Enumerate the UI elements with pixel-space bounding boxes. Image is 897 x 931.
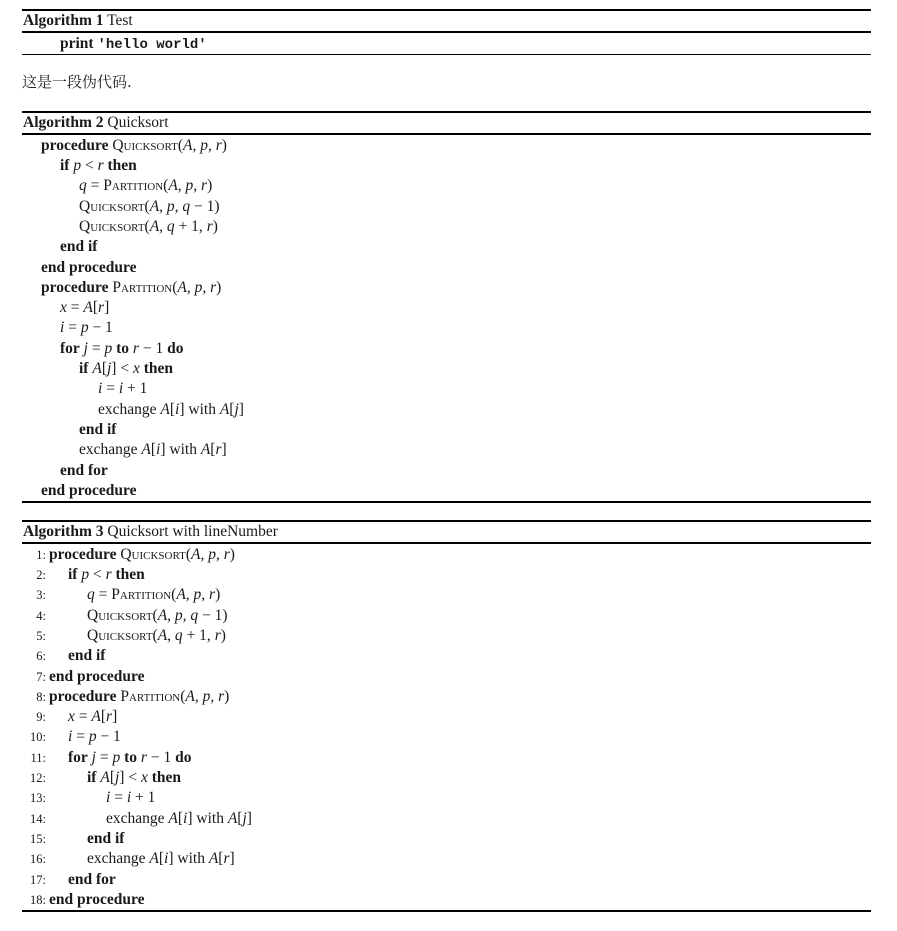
code-text: procedure Quicksort(A, p, r) xyxy=(49,545,235,563)
code-line xyxy=(22,829,871,849)
line-number: 9: xyxy=(36,710,46,725)
algorithm-2 xyxy=(22,111,871,503)
code-text: i = p − 1 xyxy=(60,319,113,337)
code-line xyxy=(22,585,871,605)
code-text: print 'hello world' xyxy=(60,34,207,53)
code-text: end if xyxy=(68,647,106,665)
code-text: i = i + 1 xyxy=(106,789,156,807)
code-text: exchange A[i] with A[r] xyxy=(79,441,227,459)
code-line xyxy=(22,237,871,257)
code-line xyxy=(22,359,871,379)
code-line xyxy=(22,768,871,788)
code-line xyxy=(22,788,871,808)
line-number: 3: xyxy=(36,588,46,603)
code-line xyxy=(22,298,871,318)
code-line xyxy=(22,217,871,237)
algorithm-caption xyxy=(22,522,871,542)
line-number: 2: xyxy=(36,568,46,583)
code-text: Quicksort(A, q + 1, r) xyxy=(79,217,218,235)
algorithm-body xyxy=(22,135,871,501)
line-number: 1: xyxy=(36,547,46,562)
code-text: if p < r then xyxy=(68,566,145,584)
code-text: end if xyxy=(87,829,125,847)
algorithm-body xyxy=(22,544,871,910)
line-number: 7: xyxy=(36,669,46,684)
code-text: exchange A[i] with A[r] xyxy=(87,850,235,868)
code-line xyxy=(22,379,871,399)
algorithm-1 xyxy=(22,9,871,55)
line-number: 4: xyxy=(36,608,46,623)
code-line xyxy=(22,606,871,626)
algorithm-label: Algorithm 1 xyxy=(23,12,104,30)
algorithm-title: Quicksort with lineNumber xyxy=(107,523,278,541)
bottom-rule xyxy=(22,501,871,502)
code-line xyxy=(22,646,871,666)
code-line xyxy=(22,440,871,460)
code-line xyxy=(22,461,871,481)
code-text: i = i + 1 xyxy=(98,380,148,398)
code-line xyxy=(22,258,871,278)
line-number: 6: xyxy=(36,649,46,664)
paragraph-text: 这是一段伪代码. xyxy=(22,73,132,91)
algorithm-body xyxy=(22,33,871,54)
code-line xyxy=(22,339,871,359)
algorithm-label: Algorithm 2 xyxy=(23,114,104,132)
code-text: procedure Quicksort(A, p, r) xyxy=(41,136,227,154)
code-line xyxy=(22,849,871,869)
code-line xyxy=(22,890,871,910)
algorithm-title: Quicksort xyxy=(107,114,169,132)
code-line xyxy=(22,870,871,890)
code-line xyxy=(22,727,871,747)
code-text: q = Partition(A, p, r) xyxy=(87,586,221,604)
code-text: end procedure xyxy=(41,481,137,499)
code-text: end procedure xyxy=(49,890,145,908)
code-text: procedure Partition(A, p, r) xyxy=(41,278,222,296)
algorithm-3 xyxy=(22,520,871,912)
code-text: Quicksort(A, p, q − 1) xyxy=(87,606,228,624)
line-number: 5: xyxy=(36,628,46,643)
code-line xyxy=(22,34,871,54)
code-text: i = p − 1 xyxy=(68,728,121,746)
code-text: end if xyxy=(60,238,98,256)
line-number: 14: xyxy=(30,811,46,826)
code-text: exchange A[i] with A[j] xyxy=(106,809,252,827)
code-line xyxy=(22,667,871,687)
line-number: 16: xyxy=(30,852,46,867)
line-number: 13: xyxy=(30,791,46,806)
code-line xyxy=(22,400,871,420)
line-number: 18: xyxy=(30,892,46,907)
code-text: end procedure xyxy=(41,258,137,276)
algorithm-title: Test xyxy=(107,12,133,30)
code-line xyxy=(22,318,871,338)
code-text: end procedure xyxy=(49,667,145,685)
code-text: if A[j] < x then xyxy=(79,360,174,378)
code-line xyxy=(22,278,871,298)
line-number: 17: xyxy=(30,872,46,887)
algorithm-label: Algorithm 3 xyxy=(23,523,104,541)
algorithm-caption xyxy=(22,11,871,31)
code-text: x = A[r] xyxy=(68,708,118,726)
code-line xyxy=(22,156,871,176)
code-line xyxy=(22,197,871,217)
code-text: Quicksort(A, p, q − 1) xyxy=(79,197,220,215)
line-number: 10: xyxy=(30,730,46,745)
code-text: Quicksort(A, q + 1, r) xyxy=(87,626,226,644)
line-number: 15: xyxy=(30,831,46,846)
code-line xyxy=(22,545,871,565)
code-line xyxy=(22,626,871,646)
code-line xyxy=(22,707,871,727)
code-text: end for xyxy=(60,461,108,479)
code-line xyxy=(22,748,871,768)
line-number: 12: xyxy=(30,771,46,786)
code-text: for j = p to r − 1 do xyxy=(60,339,184,357)
code-line xyxy=(22,809,871,829)
code-text: end if xyxy=(79,420,117,438)
code-line xyxy=(22,687,871,707)
code-line xyxy=(22,565,871,585)
line-number: 11: xyxy=(30,750,46,765)
code-line xyxy=(22,176,871,196)
code-text: if A[j] < x then xyxy=(87,769,182,787)
code-text: exchange A[i] with A[j] xyxy=(98,400,244,418)
code-line xyxy=(22,136,871,156)
code-text: procedure Partition(A, p, r) xyxy=(49,687,230,705)
code-line xyxy=(22,481,871,501)
code-text: q = Partition(A, p, r) xyxy=(79,177,213,195)
code-text: x = A[r] xyxy=(60,299,110,317)
algorithm-caption xyxy=(22,113,871,133)
code-line xyxy=(22,420,871,440)
line-number: 8: xyxy=(36,689,46,704)
code-text: for j = p to r − 1 do xyxy=(68,748,192,766)
code-text: end for xyxy=(68,870,116,888)
bottom-rule xyxy=(22,910,871,911)
code-text: if p < r then xyxy=(60,157,137,175)
